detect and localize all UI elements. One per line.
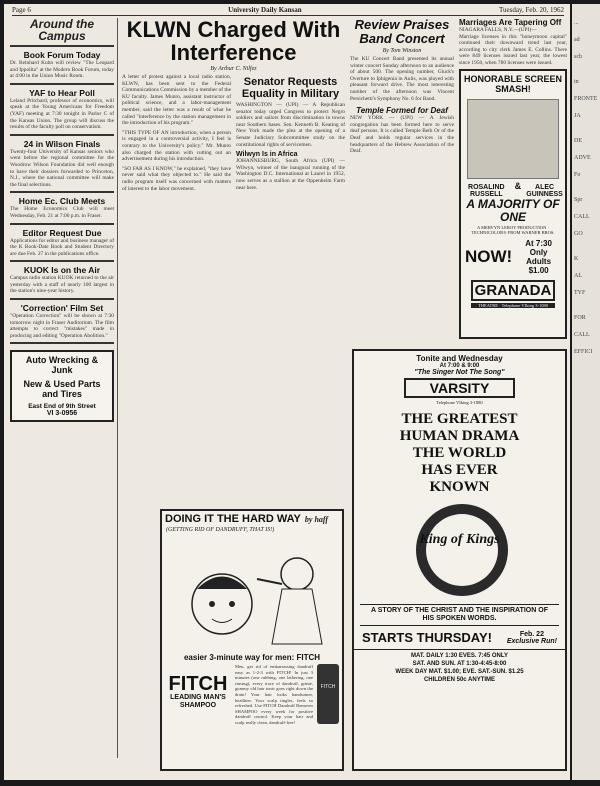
fitch-shampoo-ad: [160, 509, 344, 771]
varsity-times: At 7:00 & 9:00: [439, 363, 480, 369]
amp: &: [514, 181, 522, 191]
film-title: King of Kings: [419, 532, 500, 547]
main-headline: KLWN Charged With Interference: [126, 18, 341, 65]
campus-item-headline: Editor Request Due: [22, 227, 102, 238]
theatre-name: GRANADA: [471, 280, 555, 301]
issue-date: Tuesday, Feb. 20, 1962: [498, 6, 564, 14]
strip-fragment: GO: [574, 231, 583, 237]
strip-fragment: K: [574, 256, 579, 262]
campus-item-headline: KUOK Is on the Air: [23, 265, 101, 276]
strip-fragment: AL: [574, 273, 582, 279]
exclusive-run: Exclusive Run!: [506, 637, 557, 645]
temple-headline: Temple Formed for Deaf: [356, 106, 448, 116]
strip-fragment: JA: [574, 113, 581, 119]
fitch-headline: DOING IT THE HARD WAY: [165, 513, 301, 525]
band-review-column: [350, 18, 454, 318]
review-byline: By Tom Winston: [382, 48, 422, 54]
ad-line-3: East End of 9th Street: [28, 403, 96, 411]
tagline-2: HUMAN DRAMA: [399, 428, 520, 444]
ad-phone: VI 3-0956: [46, 410, 78, 418]
story-body-1: A letter of protest against a local radio station, KLWN, has been sent to the Federal Communications Commission by a member of the KU faculty. James Munro, assistant instructor of political science, and a labor-management member, said the letter was a result of what he called "interference by the station management in the introduction of his program.": [122, 74, 231, 127]
start-date: Feb. 22: [519, 630, 544, 638]
adjacent-page-strip: [572, 4, 600, 780]
campus-item-body: Dr. Reinhard Kuhn will review "The Leopard and Ippolita" at the Modern Book Forum, today at 4:00 in the Union Music Room.: [10, 60, 114, 80]
fitch-brand-sub: LEADING MAN'S SHAMPOO: [170, 694, 226, 709]
paper-name: University Daily Kansan: [228, 6, 302, 14]
film-story-line: A STORY OF THE CHRIST AND THE INSPIRATION OF HIS SPOKEN WORDS.: [360, 604, 559, 626]
senator-headline: Senator Requests Equality in Military: [241, 76, 340, 100]
schedule-2: SAT. AND SUN. AT 1:30-4:45-8:00: [412, 661, 507, 667]
klwn-story: [122, 18, 345, 508]
wilwyn-body: JOHANNESBURG, South Africa (UPI) — Wilwyn, winner of the inaugural running of the Washington D.C. International at Laurel in 1952, now serves as a stallion at the Oppenheim Farm near here.: [236, 158, 345, 191]
cartoon-illustration: [162, 534, 342, 652]
masthead-line: [12, 6, 564, 16]
auto-wrecking-ad: [10, 350, 114, 422]
schedule-1: MAT. DAILY 1:30 EVES. 7:45 ONLY: [410, 653, 509, 659]
byline: By Arthur C. Nilfez: [210, 66, 257, 72]
campus-item-headline: Home Ec. Club Meets: [18, 196, 106, 207]
story-body-2: "THIS TYPE OF AN introduction, when a person is engaged in a controversial activity, I feel is contrary to the University's policy." Mr. Munro also charged the station with cutting out an advertisement during his introduction.: [122, 129, 231, 163]
marriages-headline: Marriages Are Tapering Off: [459, 18, 562, 27]
campus-item-headline: 24 in Wilson Finals: [23, 138, 101, 149]
campus-item-body: Applications for editor and business manager of the K Book-Date Book and Student Directory are due Feb. 27 in the publications office.: [10, 237, 114, 257]
strip-fragment: CALL: [574, 214, 590, 220]
strip-fragment: in: [574, 79, 579, 85]
ticket-price: Adults $1.00: [526, 257, 552, 275]
star-1: ROSALIND RUSSELL: [468, 184, 505, 198]
campus-item-headline: 'Correction' Film Set: [20, 303, 104, 314]
temple-body: NEW YORK — (UPI) — A Jewish congregation has been formed here to serve deaf persons. It is called Temple Beth Or of the Deaf and holds regular services in the headquarters of the Hebrew Association of the Deaf.: [350, 115, 454, 155]
strip-fragment: FOR: [574, 315, 586, 321]
movie-stars-photo: [467, 99, 559, 179]
majority-of-one-ad: [459, 69, 567, 339]
award-banner: HONORABLE SCREEN SMASH!: [464, 74, 563, 94]
king-of-kings-ad: [352, 349, 567, 771]
schedule-4: CHILDREN 50c ANYTIME: [423, 677, 496, 683]
tagline-3: THE WORLD: [412, 445, 507, 461]
fitch-artist: by haff: [304, 515, 329, 524]
strip-fragment: sch: [574, 54, 582, 60]
strip-fragment: DE: [574, 138, 582, 144]
campus-item-body: The Home Economics Club will meet Wednesday, Feb. 21 at 7:00 p.m. in Fraser.: [10, 206, 114, 219]
tagline-5: KNOWN: [429, 479, 490, 495]
campus-item-headline: Book Forum Today: [23, 50, 101, 60]
film-poster: [374, 500, 545, 600]
now-label: NOW!: [465, 247, 513, 266]
strip-fragment: TYF: [574, 290, 586, 296]
production-credit: A MERVYN LEROY PRODUCTION · TECHNICOLOR® FROM WARNER BROS.: [471, 225, 555, 235]
around-campus-column: [10, 18, 118, 758]
show-time: At 7:30 Only: [525, 239, 552, 257]
schedule-3: WEEK DAY MAT. $1.00; EVE. SAT.-SUN. $1.25: [395, 669, 524, 675]
campus-item-body: Leland Pritchard, professor of economics, will speak at the Young Americans for Freedom (YAF) meeting at 7:30 tonight in Parlor C of the Kansas Union. The group will discuss the results of the faculty poll on conservatism.: [10, 97, 114, 131]
strip-fragment: ...: [574, 20, 579, 26]
strip-fragment: Spr: [574, 197, 583, 203]
tagline-1: THE GREATEST: [401, 411, 518, 427]
review-headline: Review Praises Band Concert: [354, 18, 450, 46]
strip-fragment: EFFICI: [574, 349, 593, 355]
wilwyn-headline: Wilwyn Is in Africa: [236, 151, 298, 159]
campus-item-body: "Operation Correction" will be shown at 7:30 tomorrow night in Fraser Auditorium. The film attempts to correct "mistakes" made in producing and editing "Operation Abolition.": [10, 313, 114, 339]
fitch-brand: FITCH: [168, 673, 228, 695]
theatre-phone: THEATRE · Telephone VIking 3-1080: [471, 303, 555, 308]
strip-fragment: ad: [574, 37, 580, 43]
story-body-3: "SO FAR AS I KNOW," he explained, "they have never said what they objected to." He said the radio program itself was concerned with matters of interest to the labor movement.: [122, 165, 231, 192]
varsity-current-film: "The Singer Not The Song": [414, 369, 505, 376]
ad-line-2: New & Used Parts and Tires: [23, 379, 101, 400]
campus-item-headline: YAF to Hear Poll: [29, 87, 95, 98]
marriages-dateline: NIAGARA FALLS, N.Y.—(UPI)—: [459, 27, 537, 33]
varsity-tonite: Tonite and Wednesday: [416, 354, 503, 363]
campus-item-body: Twenty-four University of Kansas seniors who went before the regional committee for the Woodrow Wilson Foundation did well enough to have their dossiers forwarded to Princeton, N.J., where the national committee will make the final selections.: [10, 148, 114, 188]
strip-fragment: FRONTE: [574, 96, 598, 102]
fitch-caption: (GETTING RID OF DANDRUFF, THAT IS!): [166, 527, 275, 533]
review-body: The KU Concert Band presented its annual winter concert Sunday afternoon to an audience of about 500. The opening number, Gluck's Overture to Iphigenia in Aulis, was played with pleasant forward drive. The most interesting number of the afternoon was Vincent Persichetti's Symphony No. 6 for Band.: [350, 56, 454, 102]
page-number: Page 6: [12, 6, 31, 14]
tagline-4: HAS EVER: [421, 462, 498, 478]
strip-fragment: ADVE: [574, 155, 591, 161]
strip-fragment: Fo: [574, 172, 581, 178]
fitch-body: Men, get rid of embarrassing dandruff easy as 1-2-3 with FITCH! In just 3 minutes (one rubbing, one lathering, one rinsing), every trace of dandruff, grime, gummy old hair tonic goes right down the drain! Your hair looks handsomer, healthier. Your scalp tingles, feels so refreshed. Use FITCH Dandruff Remover SHAMPOO every week for positive dandruff control. Keep your hair and scalp really clean, dandruff-free!: [235, 664, 313, 725]
varsity-phone: Telephone VIking 3-1880: [436, 400, 483, 405]
marriages-body: Marriage licenses in this "honeymoon capital" continued their downward trend last year, according to city clerk James E. Collins. There were 849 licenses issued last year, the lowest since 1950, when 780 licenses were issued.: [459, 33, 567, 66]
campus-item-body: Campus radio station KUOK returned to the air yesterday with a staff of nearly 100 largest in the station's nine-year history.: [10, 275, 114, 295]
newspaper-page: [4, 4, 570, 780]
senator-body: WASHINGTON — (UPI) — A Republican senator today urged Congress to protect Negro soldiers and sailors from discrimination in towns near Southern bases. Sen. Kenneth B. Keating of New York made the plea at the opening of a Senate Judiciary Subcommittee study on the constitutional rights of servicemen.: [236, 102, 345, 148]
shampoo-bottle: FITCH: [317, 664, 339, 724]
star-2: ALEC GUINNESS: [526, 184, 563, 198]
starts-thursday: STARTS THURSDAY!: [362, 630, 493, 645]
ad-line-1: Auto Wrecking & Junk: [25, 355, 99, 376]
column-title: Around the Campus: [30, 18, 94, 43]
fitch-tagline: easier 3-minute way for men: FITCH: [183, 653, 321, 662]
movie-title: A MAJORITY OF ONE: [466, 197, 560, 224]
strip-fragment: CALL: [574, 332, 590, 338]
varsity-theatre: VARSITY: [404, 378, 515, 398]
